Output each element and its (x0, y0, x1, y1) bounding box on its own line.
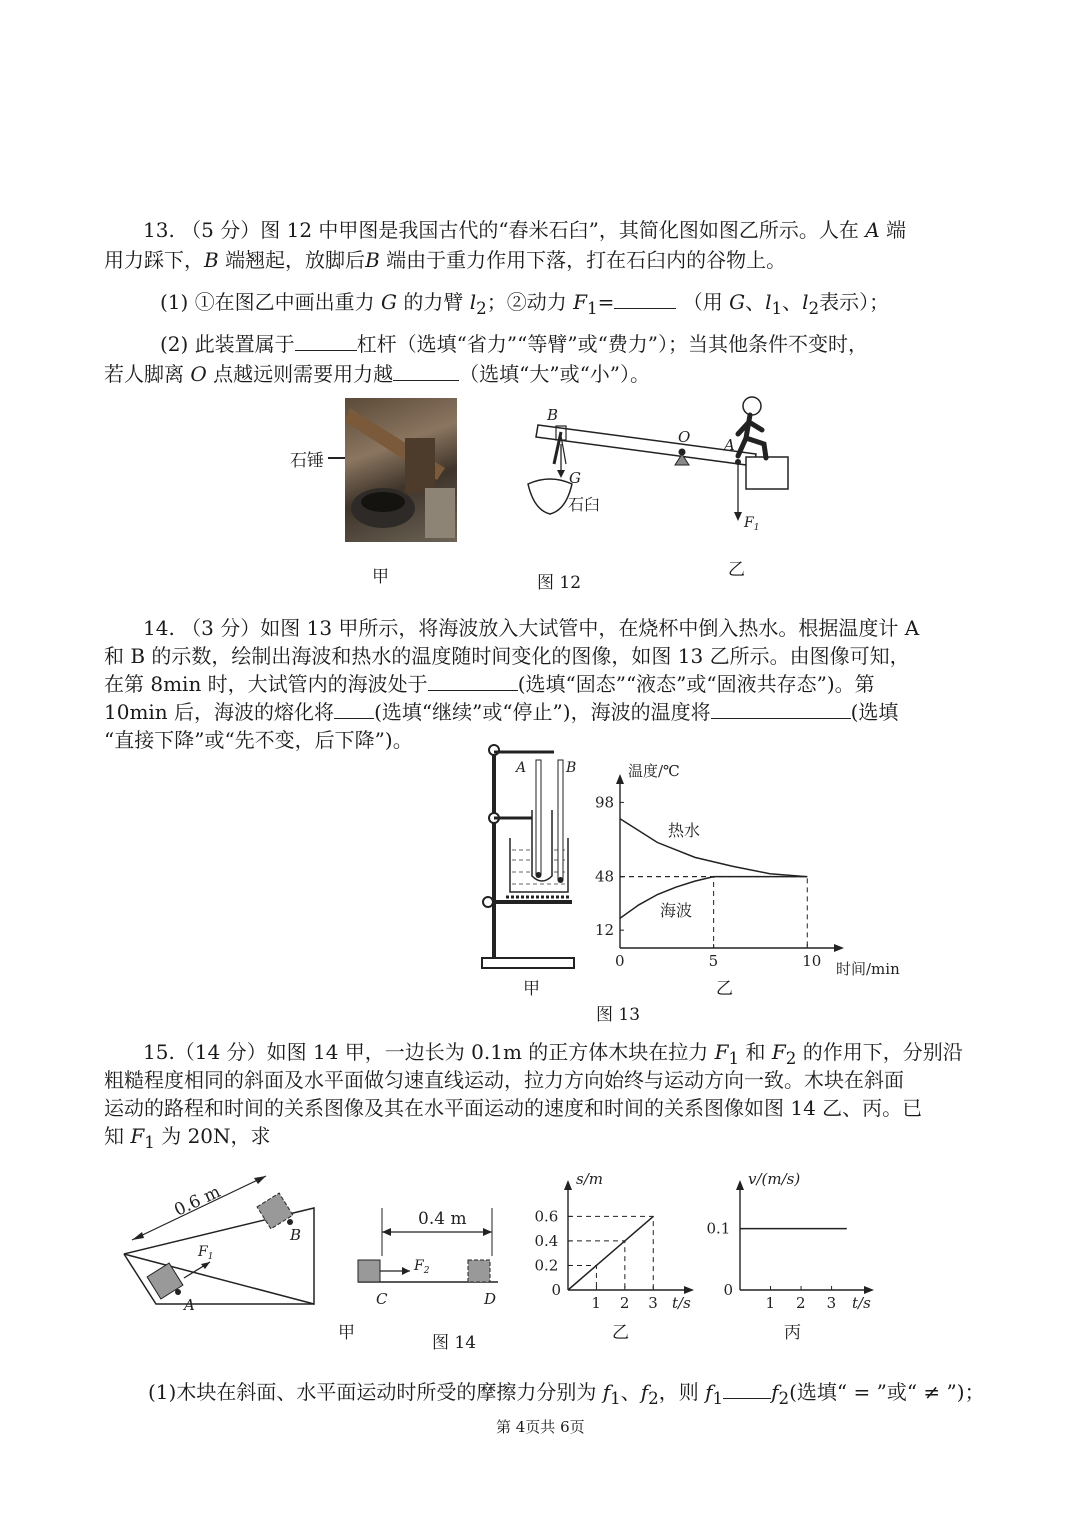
y-tick-label: 48 (595, 867, 615, 886)
x-tick-label: 1 (591, 1294, 601, 1312)
q14-line-2: 和 B 的示数，绘制出海波和热水的温度随时间变化的图像，如图 13 乙所示。由图像可知， (104, 644, 910, 668)
y-tick-label: 0.4 (534, 1231, 559, 1250)
x-axis-arrow (684, 1286, 694, 1294)
fig13-temperature-chart (590, 756, 920, 978)
q14-blank-2[interactable] (334, 698, 374, 719)
x-tick-label: 1 (765, 1294, 776, 1312)
fig12-photo (345, 398, 457, 542)
y-tick-label: 0 (723, 1281, 734, 1299)
q13-blank-3[interactable] (393, 360, 459, 381)
x-tick-label: 5 (708, 952, 719, 970)
x-axis-arrow (864, 1286, 874, 1294)
q13-part-2-cont: 若人脚离 O 点越远则需要用力越 （选填“大”或“小”）。 (104, 362, 651, 386)
x-axis-arrow (834, 944, 844, 952)
label-A: A (724, 436, 735, 454)
slope-label-B: B (290, 1226, 302, 1244)
q15-line-2: 粗糙程度相同的斜面及水平面做匀速直线运动，拉力方向始终与运动方向一致。木块在斜面 (104, 1068, 904, 1092)
q14-blank-1[interactable] (428, 670, 518, 691)
page-footer: 第 4页共 6页 (496, 1418, 585, 1436)
flat-distance-label: 0.4 m (418, 1209, 467, 1229)
fig13-jia-label: 甲 (523, 979, 540, 999)
q15-line-3: 运动的路程和时间的关系图像及其在水平面运动的速度和时间的关系图像如图 14 乙、丙。已 (104, 1096, 923, 1120)
y-tick-label: 0 (551, 1281, 562, 1299)
y-axis-arrow (616, 774, 624, 784)
x-tick-label: 2 (796, 1294, 806, 1312)
label-G: G (569, 469, 581, 487)
label-mortar: 石臼 (568, 495, 601, 514)
chart13-ylabel: 温度/℃ (628, 762, 680, 780)
fig14-bing-label: 丙 (784, 1323, 801, 1343)
mortar-shape (528, 479, 572, 514)
y-axis-arrow (736, 1180, 744, 1190)
chart13-xlabel: 时间/min (836, 960, 900, 978)
fig13-caption: 图 13 (596, 1005, 641, 1025)
slope-triangle (124, 1208, 314, 1304)
fig14-jia-label: 甲 (338, 1323, 355, 1343)
q14-line-3: 在第 8min 时，大试管内的海波处于 (选填“固态”“液态”或“固液共存态”)。第 (104, 672, 875, 696)
fig12-photo-art (345, 398, 457, 542)
flat-label-D: D (484, 1290, 497, 1308)
x-tick-label: 3 (648, 1294, 658, 1312)
fig14-caption: 图 14 (432, 1333, 477, 1353)
q14-blank-3[interactable] (711, 698, 851, 719)
fig13-label-A: A (516, 760, 527, 776)
q13-line-1: 13. （5 分）图 12 中甲图是我国古代的“舂米石臼”，其简化图如图乙所示。人在 A 端 (143, 218, 907, 242)
y-tick-label: 12 (595, 921, 615, 940)
x-tick-label: 3 (826, 1294, 837, 1312)
fig13-apparatus (470, 740, 590, 972)
fig13-yi-label: 乙 (716, 979, 733, 999)
y-axis-arrow (564, 1180, 572, 1190)
q13-part-2: (2) 此装置属于 杠杆（选填“省力”“等臂”或“费力”）；当其他条件不变时， (160, 332, 869, 356)
flat-F2-label: $F_2$ (414, 1258, 430, 1276)
chart13-series-label-hypo: 海波 (660, 901, 693, 920)
slope-distance-label: 0.6 m (171, 1181, 224, 1221)
chart14b-xlabel: t/s (852, 1294, 871, 1312)
x-tick-label: 0 (615, 952, 625, 970)
y-tick-label: 98 (595, 793, 615, 812)
x-tick-label: 10 (802, 952, 822, 970)
lever-bar (536, 425, 756, 466)
q13-part-1: (1) ①在图乙中画出重力 G 的力臂 $l_2$；②动力 $F_1=$ （用 G、$l_1$、$l_2$表示）； (160, 290, 890, 318)
person-head (743, 397, 761, 415)
fig12-hammer-label: 石锤 (290, 451, 324, 471)
chart14b-ylabel: v/(m/s) (748, 1170, 801, 1188)
fig12-lever-diagram (520, 392, 800, 552)
chart14a-ylabel: s/m (576, 1170, 603, 1188)
y-tick-label: 0.1 (706, 1219, 731, 1238)
q13-blank-1[interactable] (614, 288, 676, 309)
chart14a-xlabel: t/s (672, 1294, 691, 1312)
q14-line-1: 14. （3 分）如图 13 甲所示，将海波放入大试管中，在烧杯中倒入热水。根据温度计 A (143, 616, 920, 640)
label-O: O (678, 428, 691, 446)
q14-line-4: 10min 后，海波的熔化将 (选填“继续”或“停止”)，海波的温度将 (选填 (104, 700, 899, 724)
slope-F1-label: $F_1$ (198, 1244, 214, 1262)
fig14-st-chart (526, 1164, 706, 1314)
chart13-series-label-hot-water: 热水 (668, 821, 701, 840)
q13-line-2: 用力踩下，B 端翘起，放脚后B 端由于重力作用下落，打在石臼内的谷物上。 (104, 248, 787, 272)
q15-line-4: 知 $F_1$ 为 20N，求 (104, 1124, 271, 1152)
q15-blank-1[interactable] (723, 1378, 771, 1399)
series-line-0 (568, 1216, 653, 1290)
fig14-flat-diagram (352, 1204, 512, 1308)
fig14-slope-diagram (118, 1168, 328, 1310)
fig14-yi-label: 乙 (612, 1323, 629, 1343)
y-tick-label: 0.6 (534, 1207, 559, 1226)
fig12-yi-label: 乙 (728, 560, 745, 580)
series-line-0 (620, 819, 807, 877)
y-tick-label: 0.2 (534, 1256, 559, 1275)
label-B: B (547, 406, 559, 424)
fig12-jia-label: 甲 (372, 567, 389, 587)
fig12-caption: 图 12 (537, 573, 582, 593)
label-F1: $F_1$ (744, 515, 760, 533)
q15-line-1: 15.（14 分）如图 14 甲，一边长为 0.1m 的正方体木块在拉力 $F_1$ 和 $F_2$ 的作用下，分别沿 (143, 1040, 963, 1068)
fig14-vt-chart (704, 1164, 890, 1314)
slope-label-A: A (184, 1296, 195, 1310)
x-tick-label: 2 (619, 1294, 630, 1312)
q13-blank-2[interactable] (295, 330, 357, 351)
flat-label-C: C (376, 1290, 388, 1308)
fig13-label-B: B (566, 760, 577, 776)
q14-line-5: “直接下降”或“先不变，后下降”)。 (104, 728, 413, 752)
q15-sub-1: (1)木块在斜面、水平面运动时所受的摩擦力分别为 $f_1$、$f_2$，则 $f_1$ $f_2$(选填“ = ”或“ ≠ ”)； (148, 1380, 985, 1408)
